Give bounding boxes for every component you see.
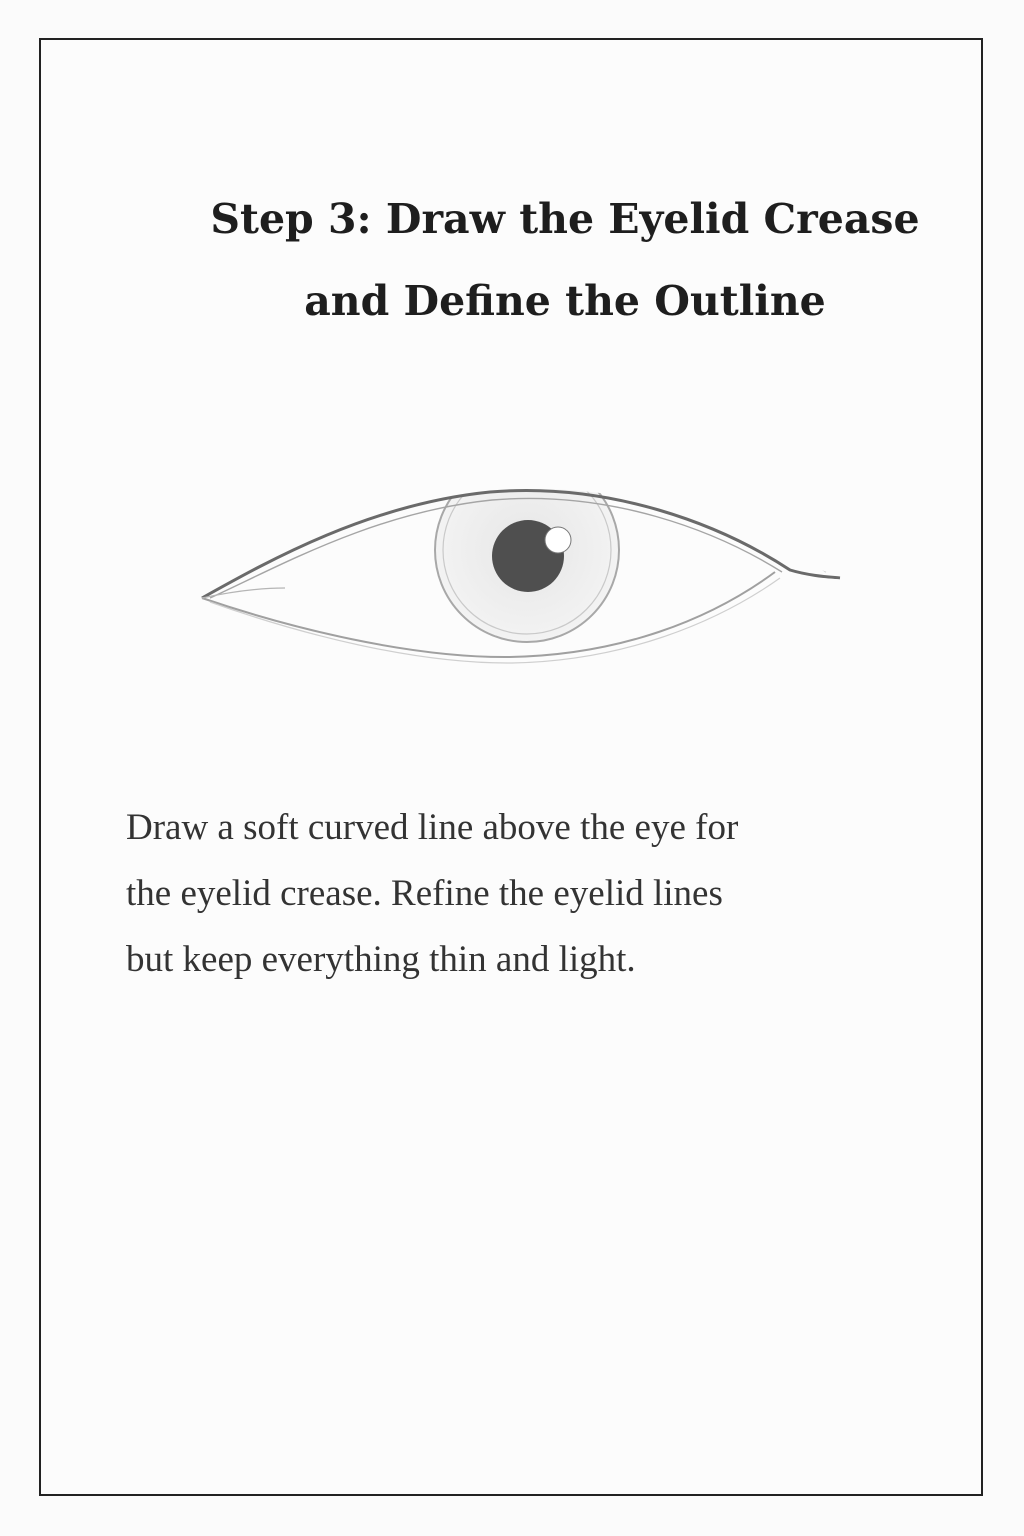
instruction-line-2: the eyelid crease. Refine the eyelid lines (126, 873, 723, 914)
eye-sketch-illustration (190, 420, 850, 680)
step-title-line-1: Step 3: Draw the Eyelid Crease (210, 195, 920, 243)
instruction-line-1: Draw a soft curved line above the eye for (126, 807, 739, 848)
step-title-line-2: and Define the Outline (304, 277, 826, 325)
instruction-text (126, 795, 906, 993)
step-title (150, 178, 980, 342)
instruction-line-3: but keep everything thin and light. (126, 939, 636, 980)
pupil-highlight (545, 527, 571, 553)
